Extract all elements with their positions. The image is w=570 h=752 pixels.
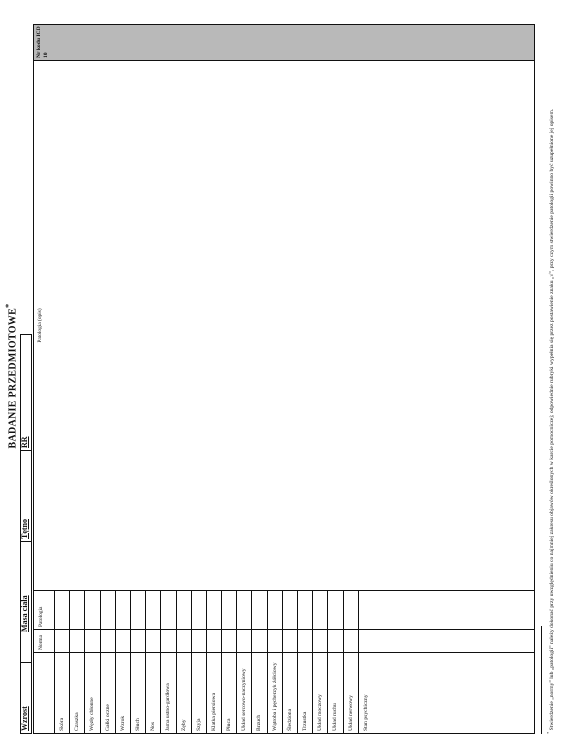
pathology-rows <box>55 591 374 629</box>
pathology-description-column[interactable] <box>34 60 534 590</box>
height-field[interactable] <box>21 662 31 733</box>
exam-row-label: Śledziona <box>286 708 293 731</box>
exam-row-label: Układ nerwowy <box>347 695 354 731</box>
exam-row-label: Układ moczowy <box>317 694 324 731</box>
exam-row <box>55 653 70 733</box>
exam-row <box>101 653 116 733</box>
pathology-checkbox-cell[interactable] <box>283 591 298 629</box>
norm-checkbox-cell[interactable] <box>131 630 146 652</box>
icd-header <box>34 25 54 60</box>
norm-checkbox-cell[interactable] <box>268 630 283 652</box>
exam-row <box>192 653 207 733</box>
blood-pressure-field[interactable] <box>21 335 31 450</box>
exam-row-label: Trzustka <box>302 711 308 731</box>
exam-row <box>177 653 192 733</box>
footnote-text: Stwierdzenie „normy” lub „patologii” należy dokonać przy uwzględnieniu co najmniej zakresu objawów określonych w karcie pomocniczej; odpowiednie rubryki wypełnia się przez postawienie znaku „√”, przy czym stwierdzenie patologii powinno być uzupełnione jej opisem. <box>548 108 555 731</box>
pathology-checkbox-cell[interactable] <box>207 591 222 629</box>
exam-row-label: Jama ustno-gardłowa <box>165 683 172 731</box>
norm-checkbox-cell[interactable] <box>101 630 116 652</box>
norm-checkbox-cell[interactable] <box>55 630 70 652</box>
body-area-column <box>34 652 534 733</box>
pathology-checkbox-cell[interactable] <box>131 591 146 629</box>
icd-header-label: Nr kodu ICD 10 <box>36 26 49 58</box>
pathology-checkbox-cell[interactable] <box>298 591 313 629</box>
vitals-table <box>20 334 32 734</box>
pathology-checkbox-cell[interactable] <box>359 591 374 629</box>
footnote-divider <box>541 626 542 734</box>
norm-checkbox-cell[interactable] <box>177 630 192 652</box>
pathology-checkbox-cell[interactable] <box>237 591 252 629</box>
norm-checkbox-cell[interactable] <box>283 630 298 652</box>
description-header-label: Patologia (opis) <box>37 308 43 343</box>
norm-checkbox-cell[interactable] <box>298 630 313 652</box>
exam-row-label: Stan psychiczny <box>362 694 369 731</box>
norm-checkbox-cell[interactable] <box>116 630 131 652</box>
norm-checkbox-cell[interactable] <box>222 630 237 652</box>
pathology-checkbox-cell[interactable] <box>268 591 283 629</box>
exam-row-label: Wątroba i pęcherzyk żółciowy <box>271 662 278 731</box>
exam-row-label: Węzły chłonne <box>89 697 96 731</box>
exam-row-label: Czaszka <box>74 712 81 731</box>
pathology-checkbox-cell[interactable] <box>85 591 100 629</box>
pathology-checkbox-cell[interactable] <box>252 591 267 629</box>
exam-row <box>131 653 146 733</box>
exam-row-label: Brzuch <box>256 714 263 731</box>
exam-row-label: Płuca <box>226 718 233 731</box>
exam-row <box>359 653 374 733</box>
pathology-checkbox-cell[interactable] <box>146 591 161 629</box>
exam-row-label: Układ ruchu <box>332 703 339 731</box>
norm-checkbox-cell[interactable] <box>146 630 161 652</box>
pathology-checkbox-cell[interactable] <box>116 591 131 629</box>
footnote <box>545 34 556 734</box>
exam-row <box>344 653 359 733</box>
norm-checkbox-cell[interactable] <box>161 630 176 652</box>
exam-row <box>237 653 252 733</box>
exam-row <box>116 653 131 733</box>
height-label: Wzrost <box>20 706 29 731</box>
norm-header <box>34 630 55 652</box>
pathology-column <box>34 590 534 629</box>
page-title <box>4 0 18 752</box>
norm-checkbox-cell[interactable] <box>359 630 374 652</box>
exam-row-label: Słuch <box>134 718 141 731</box>
footnote-marker: * <box>546 731 551 734</box>
exam-row <box>222 653 237 733</box>
description-header <box>34 61 54 590</box>
exam-row-label: Układ sercowo-naczyniowy <box>241 668 248 731</box>
norm-checkbox-cell[interactable] <box>252 630 267 652</box>
pathology-checkbox-cell[interactable] <box>344 591 359 629</box>
exam-row <box>207 653 222 733</box>
norm-checkbox-cell[interactable] <box>237 630 252 652</box>
exam-row-label: Klatka piersiowa <box>210 692 217 731</box>
exam-row-label: Szyja <box>195 718 202 731</box>
norm-checkbox-cell[interactable] <box>328 630 343 652</box>
norm-checkbox-cell[interactable] <box>192 630 207 652</box>
exam-row <box>283 653 298 733</box>
pathology-header <box>34 591 55 629</box>
norm-checkbox-cell[interactable] <box>344 630 359 652</box>
body-area-header <box>34 653 55 733</box>
blood-pressure-label: RR <box>20 436 29 448</box>
pathology-checkbox-cell[interactable] <box>101 591 116 629</box>
pathology-header-label: Patologia <box>38 606 44 627</box>
exam-row <box>161 653 176 733</box>
norm-checkbox-cell[interactable] <box>70 630 85 652</box>
exam-row-label: Skóra <box>59 717 65 731</box>
pathology-checkbox-cell[interactable] <box>222 591 237 629</box>
pathology-checkbox-cell[interactable] <box>177 591 192 629</box>
body-area-rows <box>55 653 374 733</box>
exam-row-label: Gałki oczne <box>104 704 111 731</box>
exam-row <box>70 653 85 733</box>
exam-row <box>328 653 343 733</box>
exam-row <box>298 653 313 733</box>
exam-row-label: Wzrok <box>119 715 126 731</box>
physical-exam-table <box>33 24 535 734</box>
pathology-checkbox-cell[interactable] <box>161 591 176 629</box>
pathology-checkbox-cell[interactable] <box>313 591 328 629</box>
norm-column <box>34 629 534 652</box>
pathology-checkbox-cell[interactable] <box>328 591 343 629</box>
norm-header-label: Norma <box>38 635 44 650</box>
exam-row-label: Nos <box>150 721 157 731</box>
pathology-checkbox-cell[interactable] <box>55 591 70 629</box>
weight-field[interactable] <box>21 541 31 662</box>
exam-row <box>146 653 161 733</box>
pulse-label: Tętno <box>20 519 29 539</box>
icd-code-column[interactable] <box>34 25 534 60</box>
norm-checkbox-cell[interactable] <box>85 630 100 652</box>
exam-row-label: Zęby <box>180 719 187 731</box>
title-footnote-marker: * <box>4 303 13 308</box>
pathology-checkbox-cell[interactable] <box>70 591 85 629</box>
norm-checkbox-cell[interactable] <box>207 630 222 652</box>
pathology-checkbox-cell[interactable] <box>192 591 207 629</box>
exam-row <box>313 653 328 733</box>
norm-rows <box>55 630 374 652</box>
title-text: BADANIE PRZEDMIOTOWE <box>7 307 19 449</box>
weight-label: Masa ciała <box>20 595 29 632</box>
exam-row <box>268 653 283 733</box>
norm-checkbox-cell[interactable] <box>313 630 328 652</box>
exam-row <box>252 653 267 733</box>
pulse-field[interactable] <box>21 450 31 541</box>
exam-row <box>85 653 100 733</box>
